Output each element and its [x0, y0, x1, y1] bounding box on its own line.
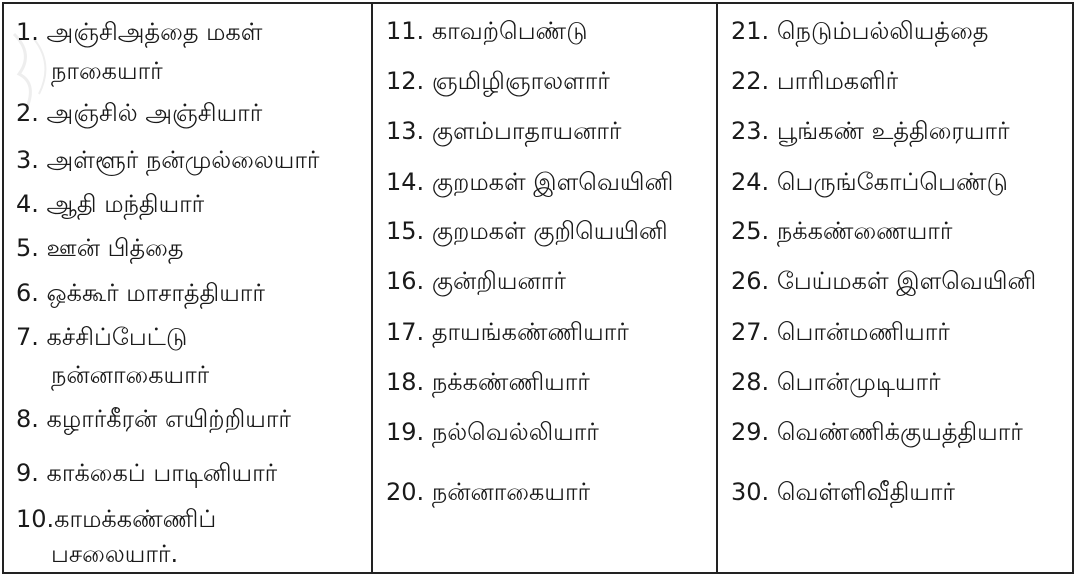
- poet-item-17: 17. தாயங்கண்ணியார்: [386, 318, 629, 346]
- poet-item-8: 8. கழார்கீரன் எயிற்றியார்: [16, 405, 291, 433]
- poet-item-3: 3. அள்ளூர் நன்முல்லையார்: [16, 146, 320, 174]
- poet-item-10-continuation: பசலையார்.: [51, 540, 179, 568]
- poet-item-2: 2. அஞ்சில் அஞ்சியார்: [16, 99, 263, 127]
- poet-item-22: 22. பாரிமகளிர்: [731, 67, 899, 95]
- column-divider-1: [371, 4, 373, 572]
- poet-item-7: 7. கச்சிப்பேட்டு: [16, 323, 188, 351]
- poet-item-30: 30. வெள்ளிவீதியார்: [731, 478, 955, 506]
- poet-item-23: 23. பூங்கண் உத்திரையார்: [731, 117, 1010, 145]
- poet-item-11: 11. காவற்பெண்டு: [386, 17, 588, 45]
- poet-item-18: 18. நக்கண்ணியார்: [386, 368, 590, 396]
- poet-item-1-continuation: நாகையார்: [51, 57, 163, 85]
- column-divider-2: [716, 4, 718, 572]
- poet-item-7-continuation: நன்னாகையார்: [51, 361, 210, 389]
- poet-item-9: 9. காக்கைப் பாடினியார்: [16, 459, 278, 487]
- poet-item-14: 14. குறமகள் இளவெயினி: [386, 168, 674, 196]
- poet-item-16: 16. குன்றியனார்: [386, 267, 566, 295]
- poets-table: [2, 2, 1074, 574]
- poet-item-25: 25. நக்கண்ணையார்: [731, 217, 953, 245]
- poet-item-21: 21. நெடும்பல்லியத்தை: [731, 17, 989, 45]
- poet-item-19: 19. நல்வெல்லியார்: [386, 418, 599, 446]
- poet-item-24: 24. பெருங்கோப்பெண்டு: [731, 168, 1008, 196]
- poet-item-28: 28. பொன்முடியார்: [731, 368, 941, 396]
- poet-item-5: 5. ஊன் பித்தை: [16, 234, 184, 262]
- poet-item-15: 15. குறமகள் குறியெயினி: [386, 217, 668, 245]
- poet-item-10: 10.காமக்கண்ணிப்: [16, 505, 217, 533]
- poet-item-20: 20. நன்னாகையார்: [386, 478, 591, 506]
- poet-item-12: 12. ஞமிழிஞாலளார்: [386, 67, 610, 95]
- poet-item-6: 6. ஒக்கூர் மாசாத்தியார்: [16, 279, 265, 307]
- poet-item-4: 4. ஆதி மந்தியார்: [16, 190, 205, 218]
- poet-item-13: 13. குளம்பாதாயனார்: [386, 117, 622, 145]
- poet-item-1: 1. அஞ்சிஅத்தை மகள்: [16, 18, 263, 46]
- poet-item-26: 26. பேய்மகள் இளவெயினி: [731, 267, 1037, 295]
- poet-item-29: 29. வெண்ணிக்குயத்தியார்: [731, 418, 1023, 446]
- poet-item-27: 27. பொன்மணியார்: [731, 318, 950, 346]
